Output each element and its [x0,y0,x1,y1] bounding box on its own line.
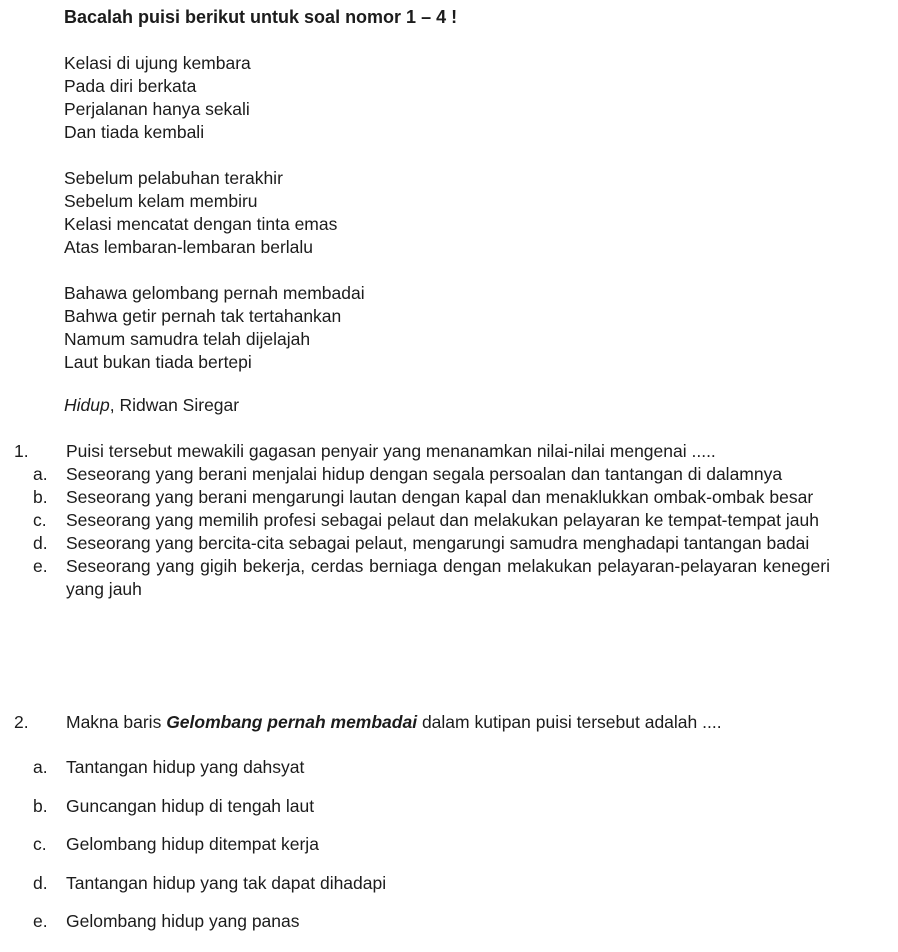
poem-line: Kelasi mencatat dengan tinta emas [64,214,338,234]
option-text: Seseorang yang bercita-cita sebagai pelaut, mengarungi samudra menghadapi tantangan badai [66,533,810,553]
question-number: 2. [14,712,29,732]
option-item[interactable] [14,872,830,895]
option-letter: e. [33,911,48,931]
poem-line: Kelasi di ujung kembara [64,53,251,73]
option-letter: c. [33,510,47,530]
poem-line: Perjalanan hanya sekali [64,99,250,119]
option-text: Tantangan hidup yang tak dapat dihadapi [66,872,387,893]
poem-line: Sebelum pelabuhan terakhir [64,168,283,188]
option-text: Guncangan hidup di tengah laut [66,795,315,816]
instruction-heading: Bacalah puisi berikut untuk soal nomor 1 – 4 ! [64,7,458,27]
question-text [66,711,830,734]
poem-title: Hidup [64,395,110,415]
option-letter: a. [33,757,48,777]
question-quote: Gelombang pernah membadai [166,712,418,732]
option-list [14,756,830,933]
poem-line: Bahawa gelombang pernah membadai [64,283,365,303]
option-item[interactable] [14,910,830,933]
poem-line: Namum samudra telah dijelajah [64,329,311,349]
option-text: Seseorang yang gigih bekerja, cerdas berniaga dengan melakukan pelayaran-pelayaran kenegeri yang jauh [66,556,830,599]
option-item[interactable] [14,463,830,486]
poem-line: Pada diri berkata [64,76,197,96]
poem [64,52,664,397]
poem-credit [64,394,239,417]
option-text: Seseorang yang berani menjalai hidup dengan segala persoalan dan tantangan di dalamnya [66,464,783,484]
option-letter: e. [33,556,48,576]
poem-line: Dan tiada kembali [64,122,205,142]
question-stem [14,711,830,734]
option-letter: b. [33,795,48,816]
poem-line: Bahwa getir pernah tak tertahankan [64,306,342,326]
option-letter: a. [33,464,48,484]
question-number: 1. [14,441,29,461]
option-letter: c. [33,834,47,854]
option-letter: d. [33,533,48,553]
poem-line: Laut bukan tiada bertepi [64,352,252,372]
option-letter: b. [33,487,48,507]
option-item[interactable] [14,833,830,856]
question-stem [14,440,830,463]
option-item[interactable] [14,795,830,818]
poem-stanza [64,52,664,144]
option-text: Tantangan hidup yang dahsyat [66,757,305,777]
option-list [14,463,830,601]
poem-stanza [64,282,664,374]
poem-line: Atas lembaran-lembaran berlalu [64,237,314,257]
option-item[interactable] [14,756,830,779]
option-item[interactable] [14,532,830,555]
option-item[interactable] [14,555,830,601]
question-2 [14,711,830,933]
option-text: Seseorang yang berani mengarungi lautan dengan kapal dan menaklukkan ombak-ombak besar [66,487,814,507]
question-text: Puisi tersebut mewakili gagasan penyair yang menanamkan nilai-nilai mengenai ..... [66,441,716,461]
question-1 [14,440,830,601]
option-text: Gelombang hidup ditempat kerja [66,834,319,854]
poem-author: , Ridwan Siregar [109,395,240,415]
option-item[interactable] [14,486,830,509]
option-item[interactable] [14,509,830,532]
option-text: Seseorang yang memilih profesi sebagai pelaut dan melakukan pelayaran ke tempat-tempat jauh [66,510,819,530]
option-letter: d. [33,872,48,893]
poem-line: Sebelum kelam membiru [64,191,258,211]
option-text: Gelombang hidup yang panas [66,911,300,931]
question-text-before: Makna baris [66,712,167,732]
poem-stanza [64,167,664,259]
question-text-after: dalam kutipan puisi tersebut adalah .... [417,712,722,732]
